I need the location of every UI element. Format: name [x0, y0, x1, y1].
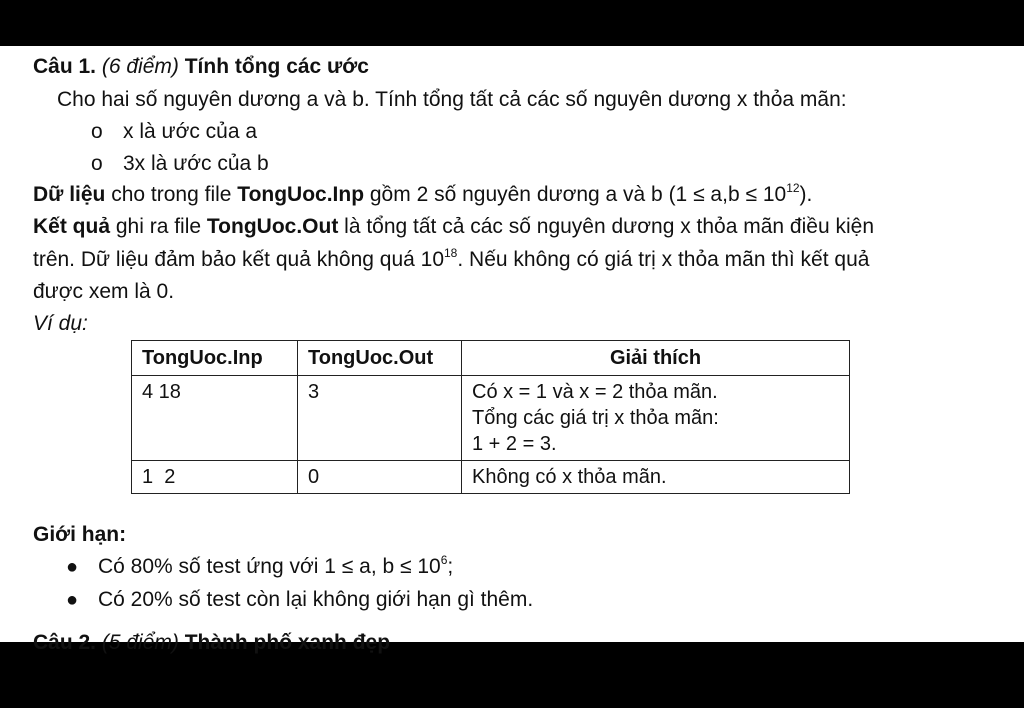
input-cell: 1 2 [132, 461, 298, 494]
input-cell: 4 18 [132, 376, 298, 461]
example-label: Ví dụ: [33, 312, 88, 335]
bullet-icon: ● [66, 556, 79, 578]
column-header: TongUoc.Out [298, 341, 462, 376]
condition-text: 3x là ước của b [123, 152, 269, 175]
input-file-name: TongUoc.Inp [237, 183, 365, 206]
limit-text: Có 80% số test ứng với 1 ≤ a, b ≤ 10 [98, 555, 441, 578]
limit-text: ; [447, 555, 454, 578]
output-spec-line: được xem là 0. [33, 280, 175, 303]
output-spec-text: . Nếu không có giá trị x thỏa mãn thì kết quả [457, 248, 870, 271]
exponent: 12 [786, 181, 800, 195]
question-heading [33, 53, 369, 81]
column-header: Giải thích [462, 341, 850, 376]
explanation-cell [462, 376, 850, 461]
bullet-icon: ● [66, 589, 79, 611]
document-page [0, 46, 1024, 654]
output-spec-text: ghi ra file [110, 215, 207, 238]
list-marker: o [91, 152, 103, 175]
input-spec-label: Dữ liệu [33, 183, 106, 206]
output-spec-line [33, 246, 869, 274]
table-header-row [132, 341, 850, 376]
input-spec-text: ). [799, 183, 813, 206]
limit-item [66, 586, 533, 614]
explanation-cell [462, 461, 850, 494]
question-points: (6 điểm) [101, 55, 179, 78]
output-spec-text: là tổng tất cả các số nguyên dương x thỏa mãn điều kiện [338, 215, 874, 238]
explanation-line: 1 + 2 = 3. [472, 433, 557, 455]
limit-item [66, 553, 453, 581]
limits-title: Giới hạn: [33, 523, 127, 546]
explanation-line: Tổng các giá trị x thỏa mãn: [472, 407, 719, 429]
next-question-heading [33, 629, 390, 657]
condition-item [91, 150, 269, 178]
limit-text: Có 20% số test còn lại không giới hạn gì thêm. [98, 588, 534, 611]
output-spec-label: Kết quả [33, 215, 111, 238]
table-row [132, 461, 850, 494]
example-table [131, 340, 850, 494]
exponent: 6 [440, 553, 448, 567]
explanation-line: Có x = 1 và x = 2 thỏa mãn. [472, 381, 718, 403]
output-cell: 3 [298, 376, 462, 461]
list-marker: o [91, 120, 103, 143]
table-row [132, 376, 850, 461]
question-title: Tính tổng các ước [178, 55, 369, 78]
exponent: 18 [444, 246, 458, 260]
output-spec-text: trên. Dữ liệu đảm bảo kết quả không quá 10 [33, 248, 444, 271]
output-cell: 0 [298, 461, 462, 494]
column-header: TongUoc.Inp [132, 341, 298, 376]
condition-text: x là ước của a [123, 120, 258, 143]
output-file-name: TongUoc.Out [206, 215, 339, 238]
input-spec [33, 181, 812, 209]
question-number: Câu 1. [33, 55, 102, 78]
problem-intro: Cho hai số nguyên dương a và b. Tính tổng tất cả các số nguyên dương x thỏa mãn: [57, 88, 847, 111]
question-number: Câu 2. [33, 631, 102, 654]
question-title: Thành phố xanh đẹp [178, 631, 391, 654]
input-spec-text: cho trong file [105, 183, 238, 206]
input-spec-text: gồm 2 số nguyên dương a và b (1 ≤ a,b ≤ 10 [364, 183, 787, 206]
output-spec [33, 213, 874, 241]
question-points: (5 điểm) [101, 631, 179, 654]
explanation-line: Không có x thỏa mãn. [472, 466, 667, 488]
condition-item [91, 118, 257, 146]
